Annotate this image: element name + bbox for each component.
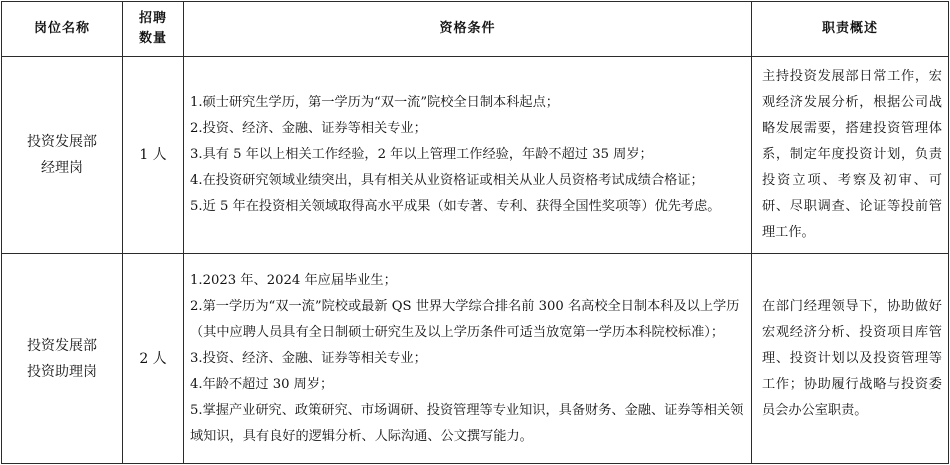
qualification-item: 2.第一学历为“双一流”院校或最新 QS 世界大学综合排名前 300 名高校全日制本科及以上学历（其中应聘人员具有全日制硕士研究生及以上学历条件可适当放宽第一学历本科院校标准）； [190,298,740,340]
position-cell [2,57,123,254]
header-count [123,2,184,57]
headcount: 2 人 [139,350,167,367]
qualifications-cell [184,254,752,464]
position-name-line2: 投资助理岗 [27,363,97,380]
position-name-line1: 投资发展部 [27,134,97,150]
qualification-item: 2.投资、经济、金融、证券等相关专业； [190,121,427,136]
count-cell [123,254,184,464]
header-count-label-line2: 数量 [138,31,167,46]
header-qualifications-label: 资格条件 [439,21,496,36]
headcount: 1 人 [139,147,167,163]
count-cell [123,57,184,254]
qualification-item: 3.具有 5 年以上相关工作经验，2 年以上管理工作经验，年龄不超过 35 周岁； [190,147,653,162]
header-position [2,2,123,57]
qualification-item: 4.在投资研究领域业绩突出，具有相关从业资格证或相关从业人员资格考试成绩合格证； [190,173,704,188]
duties-text: 主持投资发展部日常工作，宏观经济发展分析，根据公司战略发展需要，搭建投资管理体系，制定年度投资计划，负责投资立项、考察及初审、可研、尽职调查、论证等投前管理工作。 [762,69,942,240]
position-name-line2: 经理岗 [41,160,83,176]
header-count-label-line1: 招聘 [138,11,167,26]
position-cell [2,254,123,464]
table-row [2,57,949,254]
recruitment-table [1,1,949,464]
qualification-item: 5.掌握产业研究、政策研究、市场调研、投资管理等专业知识，具备财务、金融、证券等相关领域知识，具有良好的逻辑分析、人际沟通、公文撰写能力。 [190,402,744,444]
qualification-item: 1.硕士研究生学历，第一学历为“双一流”院校全日制本科起点； [190,95,559,110]
header-position-label: 岗位名称 [33,21,90,36]
table-header-row [2,2,949,57]
position-name-line1: 投资发展部 [27,337,97,354]
qualifications-cell [184,57,752,254]
header-duties-label: 职责概述 [821,21,878,36]
header-qualifications [184,2,752,57]
table-row [2,254,949,464]
duties-cell [752,254,949,464]
qualification-item: 5.近 5 年在投资相关领域取得高水平成果（如专著、专利、获得全国性奖项等）优先考虑。 [190,199,721,214]
header-duties [752,2,949,57]
qualification-item: 4.年龄不超过 30 周岁； [190,376,334,392]
qualification-item: 1.2023 年、2024 年应届毕业生； [190,272,397,288]
qualification-item: 3.投资、经济、金融、证券等相关专业； [190,350,427,366]
duties-cell [752,57,949,254]
duties-text: 在部门经理领导下，协助做好宏观经济分析、投资项目库管理、投资计划以及投资管理等工作；协助履行战略与投资委员会办公室职责。 [762,298,942,418]
